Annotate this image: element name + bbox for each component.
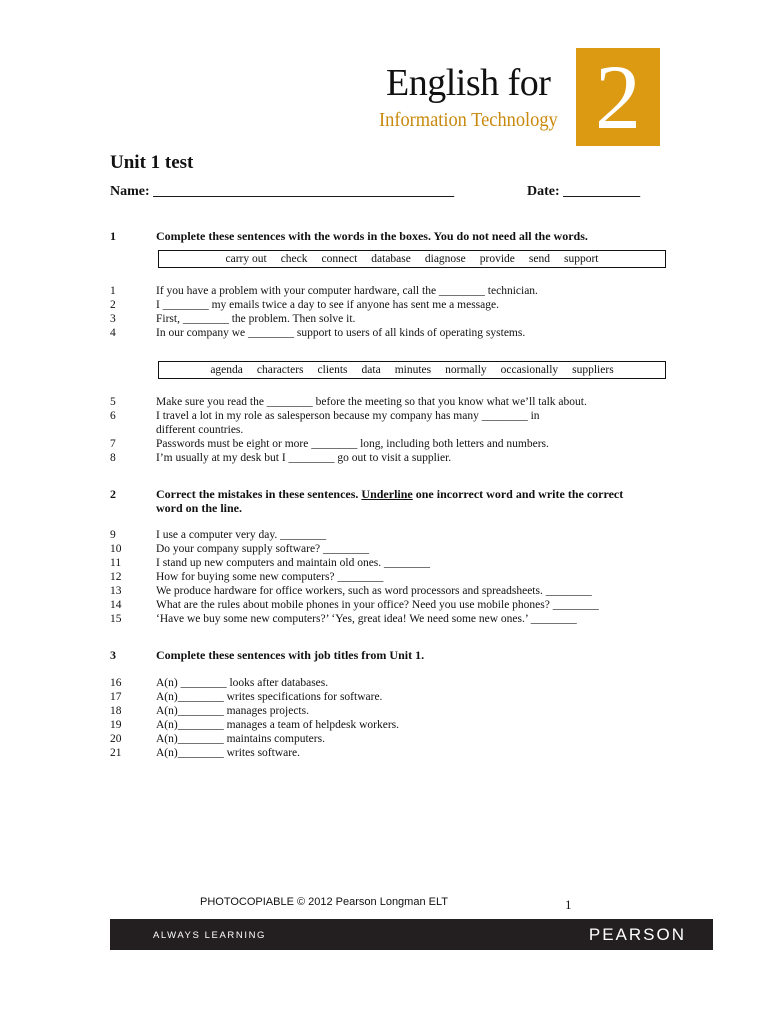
word-box-item: send bbox=[528, 253, 550, 265]
list-item bbox=[110, 409, 587, 423]
item-number bbox=[110, 423, 156, 437]
list-item bbox=[110, 704, 399, 718]
item-number: 4 bbox=[110, 327, 116, 339]
list-item bbox=[110, 690, 399, 704]
list-item bbox=[110, 437, 587, 451]
word-box-item: data bbox=[361, 364, 381, 376]
list-item bbox=[110, 542, 599, 556]
item-text: I use a computer very day. ________ bbox=[156, 529, 327, 541]
list-item bbox=[110, 284, 538, 298]
word-box-item: agenda bbox=[210, 364, 243, 376]
footer-tagline: ALWAYS LEARNING bbox=[153, 930, 267, 941]
word-box-item: provide bbox=[479, 253, 515, 265]
word-box-item: carry out bbox=[225, 253, 267, 265]
list-item bbox=[110, 298, 538, 312]
item-text: different countries. bbox=[156, 424, 244, 436]
section-3-instruction: Complete these sentences with job titles from Unit 1. bbox=[156, 648, 425, 662]
list-item bbox=[110, 451, 587, 465]
list-item bbox=[110, 326, 538, 340]
item-text: In our company we ________ support to users of all kinds of operating systems. bbox=[156, 327, 526, 339]
list-item bbox=[110, 746, 399, 760]
item-text: A(n)________ manages projects. bbox=[156, 705, 309, 717]
item-number: 9 bbox=[110, 529, 116, 541]
instruction-text: Correct the mistakes in these sentences. bbox=[156, 487, 362, 501]
list-item bbox=[110, 570, 599, 584]
page-number: 1 bbox=[565, 897, 572, 912]
section-1-instruction: Complete these sentences with the words in the boxes. You do not need all the words. bbox=[156, 229, 588, 243]
date-field: Date: ___________ bbox=[527, 184, 641, 199]
item-text: A(n)________ manages a team of helpdesk workers. bbox=[156, 719, 400, 731]
item-number: 20 bbox=[110, 733, 122, 745]
word-box-item: suppliers bbox=[572, 364, 614, 376]
item-number: 7 bbox=[110, 438, 116, 450]
list-item bbox=[110, 556, 599, 570]
section-2-instruction bbox=[156, 487, 626, 515]
word-box-item: diagnose bbox=[424, 253, 466, 265]
list-item bbox=[110, 612, 599, 626]
item-text: ‘Have we buy some new computers?’ ‘Yes, great idea! We need some new ones.’ ________ bbox=[156, 613, 577, 625]
publisher-logo: PEARSON bbox=[588, 925, 686, 944]
word-box-item: database bbox=[371, 253, 411, 265]
section-2-number: 2 bbox=[110, 487, 116, 501]
item-number: 18 bbox=[110, 705, 122, 717]
section-2-items bbox=[110, 528, 599, 626]
item-number: 13 bbox=[110, 585, 122, 597]
word-box-item: connect bbox=[321, 253, 358, 265]
brand-title: English for bbox=[386, 62, 551, 104]
item-text: I stand up new computers and maintain old ones. ________ bbox=[156, 557, 431, 569]
item-text: I travel a lot in my role as salesperson because my company has many ________ in bbox=[156, 410, 540, 422]
footer-bar bbox=[110, 919, 713, 950]
name-field: Name: ___________________________________________ bbox=[110, 184, 455, 199]
section-3-items bbox=[110, 676, 399, 760]
list-item bbox=[110, 395, 587, 409]
item-text: Make sure you read the ________ before the meeting so that you know what we’ll talk about. bbox=[156, 396, 587, 408]
item-number: 6 bbox=[110, 410, 116, 422]
item-number: 11 bbox=[110, 557, 122, 569]
word-box-2 bbox=[158, 361, 666, 379]
item-number: 21 bbox=[110, 747, 122, 759]
item-text: Do your company supply software? ________ bbox=[156, 543, 370, 555]
list-item bbox=[110, 312, 538, 326]
item-text: A(n)________ maintains computers. bbox=[156, 733, 325, 745]
item-number: 19 bbox=[110, 719, 122, 731]
list-item bbox=[110, 718, 399, 732]
word-box-item: support bbox=[564, 253, 599, 265]
item-number: 14 bbox=[110, 599, 122, 611]
word-box-item: check bbox=[280, 253, 308, 265]
item-text: What are the rules about mobile phones in your office? Need you use mobile phones? ________ bbox=[156, 599, 599, 611]
instruction-text: one incorrect word and write the correct word on the line. bbox=[156, 487, 624, 515]
word-box-item: normally bbox=[445, 364, 487, 376]
list-item bbox=[110, 598, 599, 612]
item-text: A(n)________ writes software. bbox=[156, 747, 301, 759]
section-1-items-b bbox=[110, 395, 587, 465]
copyright-notice: PHOTOCOPIABLE © 2012 Pearson Longman ELT bbox=[200, 896, 448, 908]
word-box-1 bbox=[158, 250, 666, 268]
item-number: 8 bbox=[110, 452, 116, 464]
word-box-item: minutes bbox=[394, 364, 432, 376]
item-text: We produce hardware for office workers, such as word processors and spreadsheets. ________ bbox=[156, 585, 592, 597]
item-number: 2 bbox=[110, 299, 116, 311]
item-text: Passwords must be eight or more ________ long, including both letters and numbers. bbox=[156, 438, 549, 450]
list-item bbox=[110, 423, 587, 437]
item-text: How for buying some new computers? ________ bbox=[156, 571, 384, 583]
item-text: I ________ my emails twice a day to see if anyone has sent me a message. bbox=[156, 299, 499, 311]
item-number: 16 bbox=[110, 677, 122, 689]
section-1-number: 1 bbox=[110, 229, 116, 243]
list-item bbox=[110, 732, 399, 746]
item-number: 10 bbox=[110, 543, 122, 555]
section-1-items-a bbox=[110, 284, 538, 340]
item-number: 3 bbox=[110, 313, 116, 325]
word-box-item: characters bbox=[256, 364, 304, 376]
item-text: First, ________ the problem. Then solve it. bbox=[156, 313, 356, 325]
brand-subtitle: Information Technology bbox=[379, 109, 558, 131]
list-item bbox=[110, 528, 599, 542]
word-box-item: clients bbox=[317, 364, 348, 376]
item-text: A(n) ________ looks after databases. bbox=[156, 677, 329, 689]
level-number: 2 bbox=[595, 46, 641, 148]
item-number: 17 bbox=[110, 691, 122, 703]
item-number: 5 bbox=[110, 396, 116, 408]
item-text: If you have a problem with your computer hardware, call the ________ technician. bbox=[156, 285, 538, 297]
page-title: Unit 1 test bbox=[110, 152, 194, 173]
level-badge bbox=[576, 48, 660, 146]
list-item bbox=[110, 676, 399, 690]
list-item bbox=[110, 584, 599, 598]
instruction-underlined: Underline bbox=[361, 487, 413, 501]
item-number: 12 bbox=[110, 571, 122, 583]
section-3-number: 3 bbox=[110, 648, 116, 662]
item-text: I’m usually at my desk but I ________ go out to visit a supplier. bbox=[156, 452, 452, 464]
item-number: 15 bbox=[110, 613, 122, 625]
item-number: 1 bbox=[110, 285, 116, 297]
item-text: A(n)________ writes specifications for software. bbox=[156, 691, 383, 703]
word-box-item: occasionally bbox=[500, 364, 559, 376]
